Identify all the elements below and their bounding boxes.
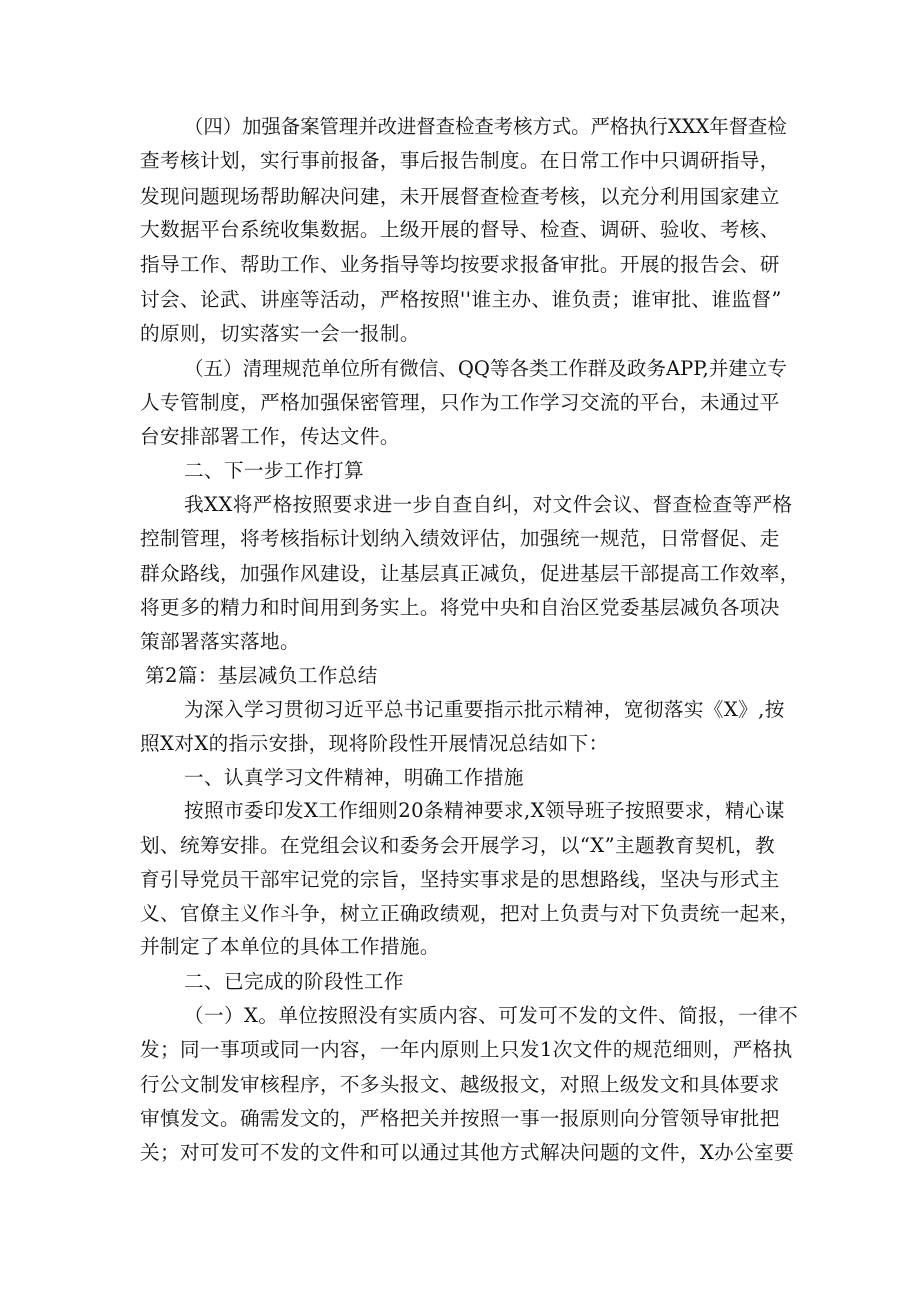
text-line: （一）X。单位按照没有实质内容、可发可不发的文件、简报，一律不 xyxy=(184,1004,799,1027)
text-line: 育引导党员干部牢记党的宗旨，坚持实事求是的思想路线，坚决与形式主 xyxy=(140,868,780,891)
text-line: 群众路线，加强作风建设，让基层真正减负，促进基层干部提高工作效率， xyxy=(140,562,800,585)
text-line: 控制管理，将考核指标计划纳入绩效评估，加强统一规范，日常督促、走 xyxy=(140,527,780,550)
text-line: （四）加强备案管理并改进督查检查考核方式。严格执行XXX年督查检 xyxy=(184,115,787,138)
heading-text: 一、认真学习文件精神，明确工作措施 xyxy=(184,766,524,789)
text-line: 划、统筹安排。在党组会议和委务会开展学习，以“X”主题教育契机，教 xyxy=(140,834,775,857)
text-line: （五）清理规范单位所有微信、QQ等各类工作群及政务APP,并建立专 xyxy=(184,357,787,380)
text-line: 审慎发文。确需发文的，严格把关并按照一事一报原则向分管领导审批把 xyxy=(140,1107,780,1130)
text-line: 指导工作、帮助工作、业务指导等均按要求报备审批。开展的报告会、研 xyxy=(140,253,780,276)
text-line: 关；对可发可不发的文件和可以通过其他方式解决问题的文件，X办公室要 xyxy=(140,1141,795,1164)
heading-text: 二、已完成的阶段性工作 xyxy=(184,970,404,993)
text-line: 照X对X的指示安掛，现将阶段性开展情况总结如下： xyxy=(140,732,609,755)
text-line: 行公文制发审核程序，不多头报文、越级报文，对照上级发文和具体要求 xyxy=(140,1073,780,1096)
text-line: 大数据平台系统收集数据。上级开展的督导、检查、调研、验收、考核、 xyxy=(140,218,780,241)
text-line: 将更多的精力和时间用到务实上。将党中央和自治区党委基层减负各项决 xyxy=(140,596,780,619)
text-line: 策部署落实落地。 xyxy=(140,630,300,653)
text-line: 并制定了本单位的具体工作措施。 xyxy=(140,935,440,958)
article-title-text: 第2篇：基层减负工作总结 xyxy=(145,664,378,687)
heading-text: 二、下一步工作打算 xyxy=(184,459,364,482)
text-line: 发；同一事项或同一内容，一年内原则上只发1次文件的规范细则，严格执 xyxy=(140,1038,793,1061)
text-line: 义、官僚主义作斗争，树立正确政绩观，把对上负责与对下负责统一起来， xyxy=(140,902,800,925)
text-line: 查考核计划，实行事前报备，事后报告制度。在日常工作中只调研指导， xyxy=(140,149,780,172)
text-line: 台安排部署工作，传达文件。 xyxy=(140,425,400,448)
text-line: 发现问题现场帮助解决问建，未开展督查检查考核，以充分利用国家建立 xyxy=(140,185,780,208)
text-line: 为深入学习贯彻习近平总书记重要指示批示精神，宽彻落实《X》,按 xyxy=(184,698,785,721)
text-line: 讨会、论武、讲座等活动，严格按照''谁主办、谁负责；谁审批、谁监督” xyxy=(140,288,782,311)
text-line: 我XX将严格按照要求进一步自查自纠，对文件会议、督查检查等严格 xyxy=(184,493,793,516)
text-line: 的原则，切实落实一会一报制。 xyxy=(140,322,420,345)
text-line: 按照市委印发X工作细则20条精神要求,X领导班子按照要求，精心谋 xyxy=(184,799,785,822)
text-line: 人专管制度，严格加强保密管理，只作为工作学习交流的平台，未通过平 xyxy=(140,391,780,414)
